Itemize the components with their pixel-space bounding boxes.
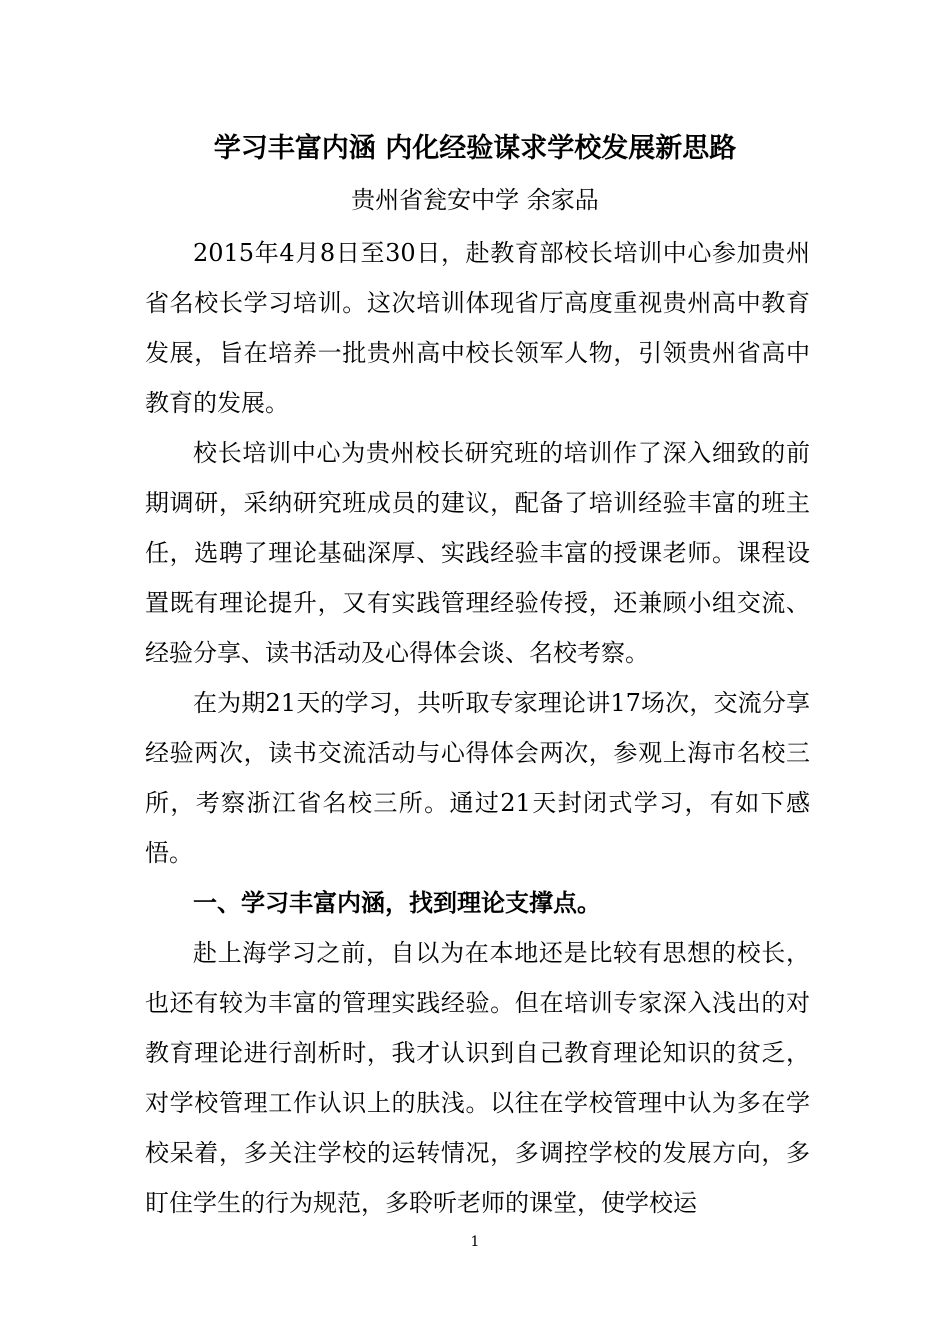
document-body — [145, 228, 810, 1228]
page-number: 1 — [470, 1234, 480, 1250]
paragraph: 2015年4月8日至30日，赴教育部校长培训中心参加贵州省名校长学习培训。这次培训体现省厅高度重视贵州高中教育发展，旨在培养一批贵州高中校长领军人物，引领贵州省高中教育的发展。 — [145, 239, 810, 417]
document-title: 学习丰富内涵 内化经验谋求学校发展新思路 — [213, 133, 737, 164]
paragraph: 在为期21天的学习，共听取专家理论讲17场次，交流分享经验两次，读书交流活动与心得体会两次，参观上海市名校三所，考察浙江省名校三所。通过21天封闭式学习，有如下感悟。 — [145, 689, 810, 867]
document-author: 贵州省瓮安中学 余家品 — [351, 186, 599, 214]
paragraph: 赴上海学习之前，自以为在本地还是比较有思想的校长，也还有较为丰富的管理实践经验。但在培训专家深入浅出的对教育理论进行剖析时，我才认识到自己教育理论知识的贫乏，对学校管理工作认识上的肤浅。以往在学校管理中认为多在学校呆着，多关注学校的运转情况，多调控学校的发展方向，多盯住学生的行为规范，多聆听老师的课堂，使学校运 — [145, 939, 810, 1217]
paragraph: 校长培训中心为贵州校长研究班的培训作了深入细致的前期调研，采纳研究班成员的建议，配备了培训经验丰富的班主任，选聘了理论基础深厚、实践经验丰富的授课老师。课程设置既有理论提升，又有实践管理经验传授，还兼顾小组交流、经验分享、读书活动及心得体会谈、名校考察。 — [145, 439, 810, 667]
section-heading: 一、学习丰富内涵，找到理论支撑点。 — [193, 888, 601, 917]
